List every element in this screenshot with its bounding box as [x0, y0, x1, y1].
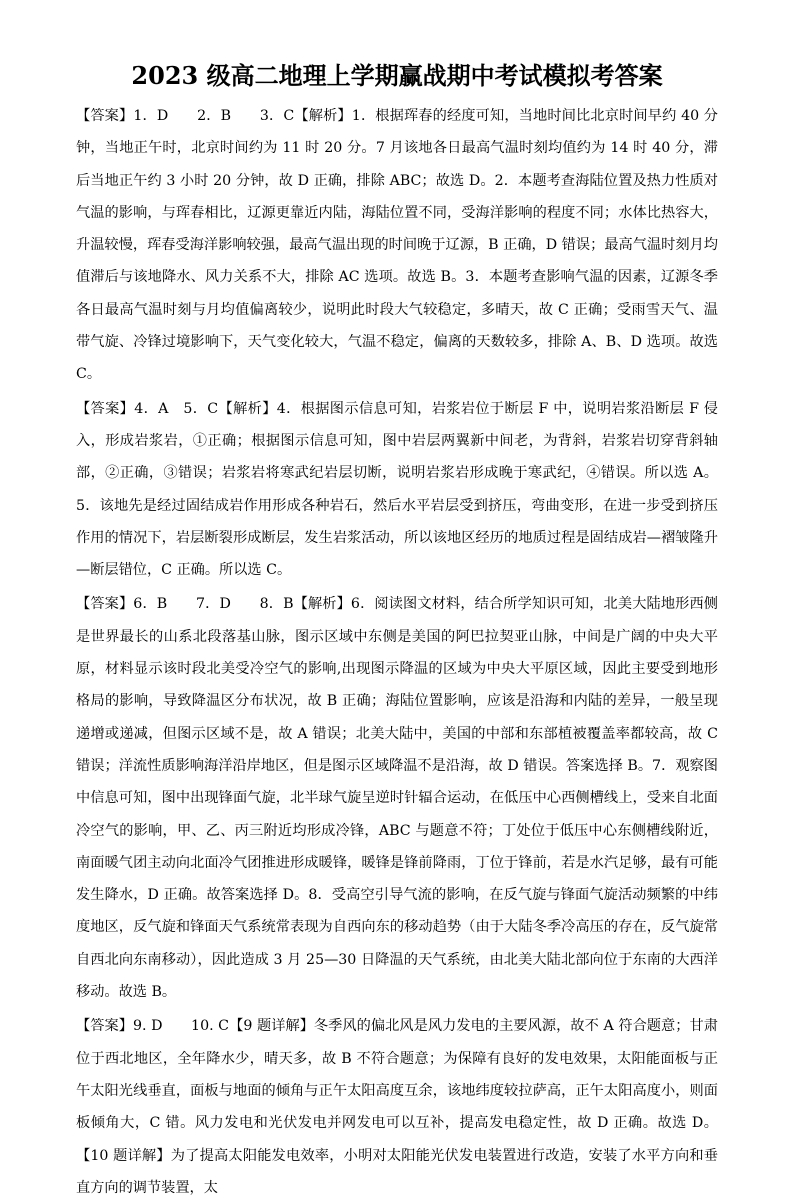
answer-paragraph-1: 【答案】1．D 2．B 3．C【解析】1．根据珲春的经度可知，当地时间比北京时间早约 40 分钟，当地正午时，北京时间约为 11 时 20 分。7 月该地各日最高气温时刻均值约为 14 时 40 分，滞后当地正午约 3 小时 20 分钟，故 D 正确，排除 ABC；故选 D。2．本题考查海陆位置及热力性质对气温的影响，与珲春相比，辽源更靠近内陆，海陆位置不同，受海洋影响的程度不同；水体比热容大，升温较慢，珲春受海洋影响较强，最高气温出现的时间晚于辽源，B 正确，D 错误；最高气温时刻月均值滞后与该地降水、风力关系不大，排除 AC 选项。故选 B。3．本题考查影响气温的因素，辽源冬季各日最高气温时刻与月均值偏离较少，说明此时段大气较稳定，多晴天，故 C 正确；受雨雪天气、温带气旋、冷锋过境影响下，天气变化较大，气温不稳定，偏离的天数较多，排除 A、B、D 选项。故选 C。 [76, 108, 718, 383]
answer-paragraph-2: 【答案】4．A 5．C【解析】4．根据图示信息可知，岩浆岩位于断层 F 中，说明岩浆沿断层 F 侵入，形成岩浆岩，①正确；根据图示信息可知，图中岩层两翼新中间老，为背斜，岩浆岩切穿背斜轴部，②正确，③错误；岩浆岩将寒武纪岩层切断，说明岩浆岩形成晚于寒武纪，④错误。所以选 A。5．该地先是经过固结成岩作用形成各种岩石，然后水平岩层受到挤压，弯曲变形，在进一步受到挤压作用的情况下，岩层断裂形成断层，发生岩浆活动，所以该地区经历的地质过程是固结成岩—褶皱隆升—断层错位，C 正确。所以选 C。 [76, 400, 718, 579]
answer-paragraph-3: 【答案】6．B 7．D 8．B【解析】6．阅读图文材料，结合所学知识可知，北美大陆地形西侧是世界最长的山系北段落基山脉，图示区域中东侧是美国的阿巴拉契亚山脉，中间是广阔的中央大平原，材料显示该时段北美受冷空气的影响,出现图示降温的区域为中央大平原区域，因此主要受到地形格局的影响，导致降温区分布状况，故 B 正确；海陆位置影响，应该是沿海和内陆的差异，一般呈现递增或递减，但图示区域不是，故 A 错误；北美大陆中，美国的中部和东部植被覆盖率都较高，故 C 错误；洋流性质影响海洋沿岸地区，但是图示区域降温不是沿海，故 D 错误。答案选择 B。7．观察图中信息可知，图中出现锋面气旋，北半球气旋呈逆时针辐合运动，在低压中心西侧槽线上，受来自北面冷空气的影响，甲、乙、丙三附近均形成冷锋，ABC 与题意不符；丁处位于低压中心东侧槽线附近，南面暖气团主动向北面冷气团推进形成暖锋，暖锋是锋前降雨，丁位于锋前，若是水汽足够，最有可能发生降水，D 正确。故答案选择 D。8．受高空引导气流的影响，在反气旋与锋面气旋活动频繁的中纬度地区，反气旋和锋面天气系统常表现为自西向东的移动趋势（由于大陆冬季冷高压的存在，反气旋常自西北向东南移动），因此造成 3 月 25—30 日降温的天气系统，由北美大陆北部向位于东南的大西洋移动。故选 B。 [76, 596, 718, 1001]
page-title: 2023 级高二地理上学期赢战期中考试模拟考答案 [131, 61, 663, 90]
answer-paragraph-4: 【答案】9. D 10. C【9 题详解】冬季风的偏北风是风力发电的主要风源，故不 A 符合题意；甘肃位于西北地区，全年降水少，晴天多，故 B 不符合题意；为保障有良好的发电效果，太阳能面板与正午太阳光线垂直，面板与地面的倾角与正午太阳高度互余，该地纬度较拉萨高，正午太阳高度小，则面板倾角大，C 错。风力发电和光伏发电并网发电可以互补，提高发电稳定性，故 D 正确。故选 D。【10 题详解】为了提高太阳能发电效率，小明对太阳能光伏发电装置进行改造，安装了水平方向和垂直方向的调节装置，太 [76, 1018, 718, 1196]
